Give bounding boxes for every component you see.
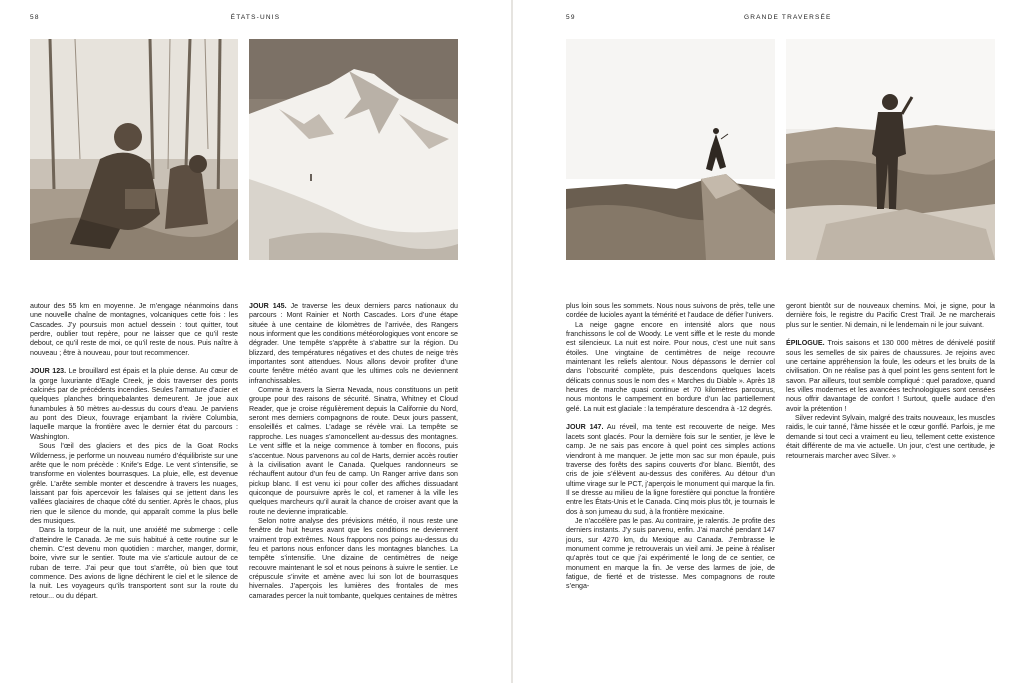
photo-hikers-forest bbox=[30, 39, 238, 260]
running-head: ÉTATS-UNIS bbox=[230, 14, 281, 21]
left-page bbox=[0, 0, 511, 683]
paragraph: JOUR 147. Au réveil, ma tente est recouverte de neige. Mes lacets sont glacés. Pour la dernière fois sur le sentier, je lève le camp. Je ne sais pas encore à quel point ces simples actions viendront à me manquer. Je jette mon sac sur mon épaule, puis traverse des forêts des sapins couverts d’or blanc. Bientôt, des cris de joie s’élèvent au-dessus des conifères. Au détour d’un ultime virage sur le PCT, j’aperçois le monument qui marque la fin. Il se dresse au milieu de la ligne forestière qui ponctue la frontière entre les États-Unis et le Canada. Cinq mois plus tôt, je tournais le dos à son jumeau du sud, à la frontière mexicaine. bbox=[566, 423, 775, 516]
paragraph: Sous l’œil des glaciers et des pics de la Goat Rocks Wilderness, je performe un nouveau numéro d’équilibriste sur une arête que le nom précède : Knife’s Edge. Le vent s’intensifie, se transforme en violentes bourrasques. La pluie, elle, est devenue grêle. L’arête semble monter et descendre à travers les nuages, laissant par fois apercevoir les falaises qui se jettent dans les vallées glaciaires de chaque côté du sentier. Après le chaos, plus rien que le silence du monde, qui apparaît comme la plus belle des musiques. bbox=[30, 442, 238, 525]
text-column-right-2 bbox=[786, 302, 995, 461]
paragraph: JOUR 145. Je traverse les deux derniers parcs nationaux du parcours : Mont Rainier et North Cascades. Lors d’une étape située à une centaine de kilomètres de l’arrivée, des Rangers nous informent que les conditions météorologiques vont encore se dégrader. Une tempête s’apprête à s’abattre sur la région. Du blizzard, des températures négatives et des chutes de neige très importantes sont attendues. Nous allons devoir profiter d’une courte fenêtre météo avant que les ultimes cols ne deviennent infranchissables. bbox=[249, 302, 458, 385]
text-column-right-1 bbox=[566, 302, 775, 592]
paragraph: JOUR 123. Le brouillard est épais et la pluie dense. Au cœur de la gorge luxuriante d’Eagle Creek, je dois traverser des ponts calcinés par de précédents incendies. Seules l’armature d’acier et quelques planches brinquebalantes demeurent. Je joue aux funambules à 50 mètres au-dessus du cours d’eau. Je parviens au pont des Dieux, fouvrage enjambant la rivière Columbia, laquelle marque la frontière avec le dernier état du parcours : Washington. bbox=[30, 367, 238, 441]
paragraph: ÉPILOGUE. Trois saisons et 130 000 mètres de dénivelé positif sous les semelles de six paires de chaussures. Je rejoins avec une certaine appréhension la foule, les odeurs et les bruits de la civilisation. On ne réalise pas à quel point les gens sentent fort le savon. Par ailleurs, tout semble compliqué : quel paradoxe, quand les villes modernes et les avancées technologiques sont censées nous offrir davantage de confort ! Surtout, quelle audace d’en avoir la prétention ! bbox=[786, 339, 995, 413]
text-column-left-2 bbox=[249, 302, 458, 601]
paragraph: Dans la torpeur de la nuit, une anxiété me submerge : celle d’atteindre le Canada. Je me suis habitué à cette routine sur le chemin. C’est devenu mon quotidien : marcher, manger, dormir, boire, vivre sur le sentier. Toute ma vie s’articule autour de ce ruban de terre. J’ai peur que tout s’arrête, où bien que tout commence. Des avions de ligne déchirent le ciel et le silence de la nuit. Les voyageurs qu’ils transportent sont sur la route du retour... ou du départ. bbox=[30, 526, 238, 600]
running-head: GRANDE TRAVERSÉE bbox=[744, 14, 832, 21]
paragraph: La neige gagne encore en intensité alors que nous franchissons le col de Woody. Le vent siffle et le reste du monde est silencieux. La nuit est noire. Pour nous, c’est une nuit sans étoiles. Une vingtaine de centimètres de neige recouvre maintenant les reliefs alentour. Nous dépassons le dernier col dans l’obscurité complète, puis descendons quelques lacets délicats connus sous le nom des « Marches du Diable ». Après 18 heures de marche quasi continue et 70 kilomètres parcourus, nous montons le campement en bordure d’un lac partiellement gelé. La nuit est glaciale : la température descendra à -12 degrés. bbox=[566, 320, 775, 413]
page-number: 59 bbox=[566, 14, 576, 21]
text-column-left-1 bbox=[30, 302, 238, 601]
paragraph: Je n’accélère pas le pas. Au contraire, je ralentis. Je profite des derniers instants. J’y suis parvenu, enfin. J’ai marché pendant 147 jours, sur 4270 km, du Mexique au Canada. J’embrasse le monument comme je retrouverais un vieil ami. Je peine à réaliser qu’après tout ce que j’ai expérimenté le long de ce sentier, ce monument en marque la fin. Je verse des larmes de joie, de fatigue, de fierté et de tristesse. Mes compagnons de route s’enga- bbox=[566, 516, 775, 591]
right-page bbox=[513, 0, 1024, 683]
page-number: 58 bbox=[30, 14, 40, 21]
paragraph: Comme à travers la Sierra Nevada, nous constituons un petit groupe pour des raisons de sécurité. Sinatra, Whitney et Cloud Reader, que je croise régulièrement depuis la Californie du Nord, seront mes derniers compagnons de route. Deux jours passent, ensoleillés et calmes. L’adage se révèle vrai. La tempête se rapproche. Les nuages s’amoncellent au-dessus des montagnes. Le vent siffle et la neige commence à tomber en flocons, puis s’accentue. Nous parvenons au col de Harts, dernier accès routier à la civilisation avant le Canada. Quelques randonneurs se réchauffent autour d’un feu de camp. Un Ranger arrive dans son pickup blanc. Il est venu ici pour coller des affiches dissuadant quiconque de poursuivre après le col, et ramener à la ville les quelques marcheurs qu’il aurait la chance de croiser avant que la route ne devienne impraticable. bbox=[249, 386, 458, 516]
paragraph: plus loin sous les sommets. Nous nous suivons de près, telle une cordée de lucioles ayant la témérité et l’audace de défier l’univers. bbox=[566, 302, 775, 320]
paragraph: autour des 55 km en moyenne. Je m’engage néanmoins dans une nouvelle chaîne de montagnes, volcaniques cette fois : les Cascades. J’y poursuis mon actuel dessein : tout quitter, tout perdre, oublier tout repère, pour ne laisser que ce qu’il reste debout, ce qu’il reste de moi, ce qu’il reste de nous. Puis naître à nouveau ; être à nouveau, pour tout recommencer. bbox=[30, 302, 238, 357]
photo-hiker-summit bbox=[786, 39, 995, 260]
paragraph: Selon notre analyse des prévisions météo, il nous reste une fenêtre de huit heures avant que les conditions ne deviennent vraiment trop extrêmes. Nous frappons nos poings au-dessus du feu et partons nous enfoncer dans les montagnes blanches. La tempête s’intensifie. Une dizaine de centimètres de neige recouvre maintenant le sol et nous peinons à suivre le sentier. Le crépuscule s’invite et amène avec lui son lot de bourrasques hivernales. J’aperçois les lumières des frontales de mes camarades percer la nuit tombante, quelques centaines de mètres bbox=[249, 516, 458, 600]
paragraph: geront bientôt sur de nouveaux chemins. Moi, je signe, pour la dernière fois, le registre du Pacific Crest Trail. Je ne marcherais plus sur le sentier. Ni demain, ni le lendemain ni le jour suivant. bbox=[786, 302, 995, 329]
paragraph: Silver redevint Sylvain, malgré des traits nouveaux, les muscles raidis, le cuir tanné, l’âme hissée et le cœur gonflé. Parfois, je me demande si tout ceci a vraiment eu lieu, tellement cette existence était différente de ma vie actuelle. Un jour, c’est une certitude, je retournerais marcher avec Silver. » bbox=[786, 414, 995, 460]
photo-snowy-mountain bbox=[249, 39, 458, 260]
photo-hiker-outcrop bbox=[566, 39, 775, 260]
